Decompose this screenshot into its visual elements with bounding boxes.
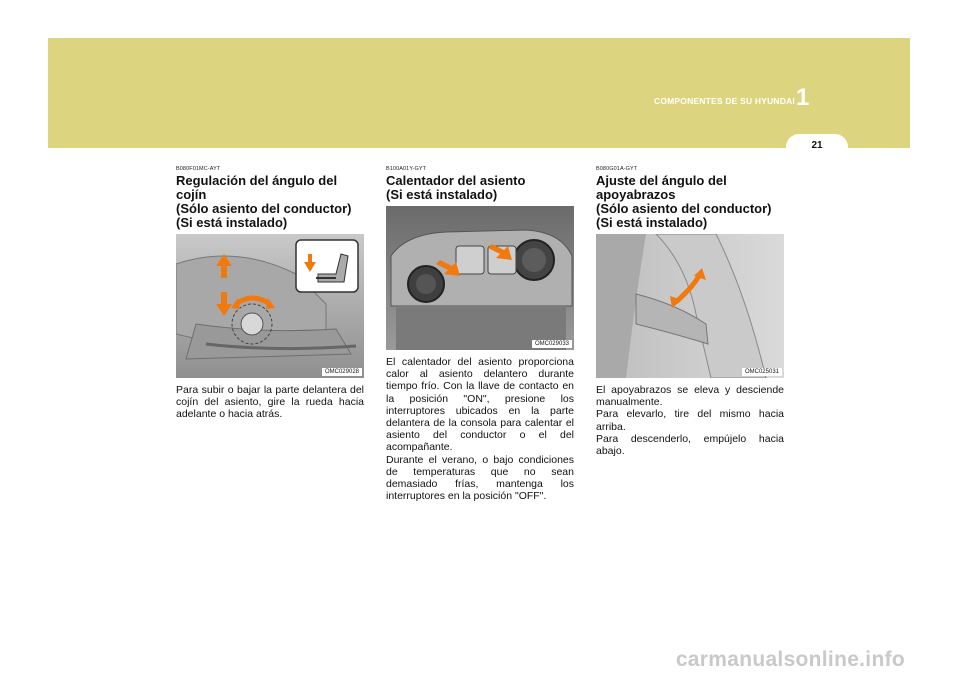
section-seat-heater <box>386 166 574 502</box>
page-number: 21 <box>811 140 823 151</box>
section-code: B080G01A-GYT <box>596 166 638 172</box>
figure-heater-switches <box>386 206 574 350</box>
figure-cushion-wheel <box>176 234 364 378</box>
figure-code: OMC025031 <box>742 368 782 376</box>
header-band <box>48 38 910 148</box>
section-title-cushion: Regulación del ángulo del cojín (Sólo asiento del conductor) (Si está instalado) <box>176 173 352 230</box>
section-body-cushion: Para subir o bajar la parte delantera del cojín del asiento, gire la rueda hacia adelante o hacia atrás. <box>176 384 364 421</box>
section-body-heater: El calentador del asiento proporciona calor al asiento delantero durante tiempo frío. Con la llave de contacto en la posición "ON", presione los interruptores ubicados en la parte delantera de la consola para calentar el asiento del conductor o el del acompañante. Durante el verano, o bajo condiciones de temperaturas que no sean demasiado frías, mantenga los interruptores en la posición "OFF". <box>386 356 574 503</box>
figure-code: OMC029033 <box>532 340 572 348</box>
section-cushion-angle <box>176 166 364 421</box>
section-code: B100A01Y-GYT <box>386 166 427 172</box>
seat-tilt-icon <box>296 240 358 292</box>
watermark: carmanualsonline.info <box>675 648 905 671</box>
section-armrest-angle <box>596 166 784 457</box>
section-title-armrest: Ajuste del ángulo del apoyabrazos (Sólo asiento del conductor) (Si está instalado) <box>596 173 772 230</box>
figure-armrest <box>596 234 784 378</box>
section-title-heater: Calentador del asiento (Si está instalado) <box>386 173 526 202</box>
section-title: COMPONENTES DE SU HYUNDAI <box>653 96 795 106</box>
section-body-armrest: El apoyabrazos se eleva y desciende manualmente. Para elevarlo, tire del mismo hacia arriba. Para descenderlo, empújelo hacia abajo. <box>596 384 784 458</box>
figure-code: OMC029028 <box>322 368 362 376</box>
chapter-number: 1 <box>796 84 810 111</box>
section-code: B080F01MC-AYT <box>176 166 221 172</box>
